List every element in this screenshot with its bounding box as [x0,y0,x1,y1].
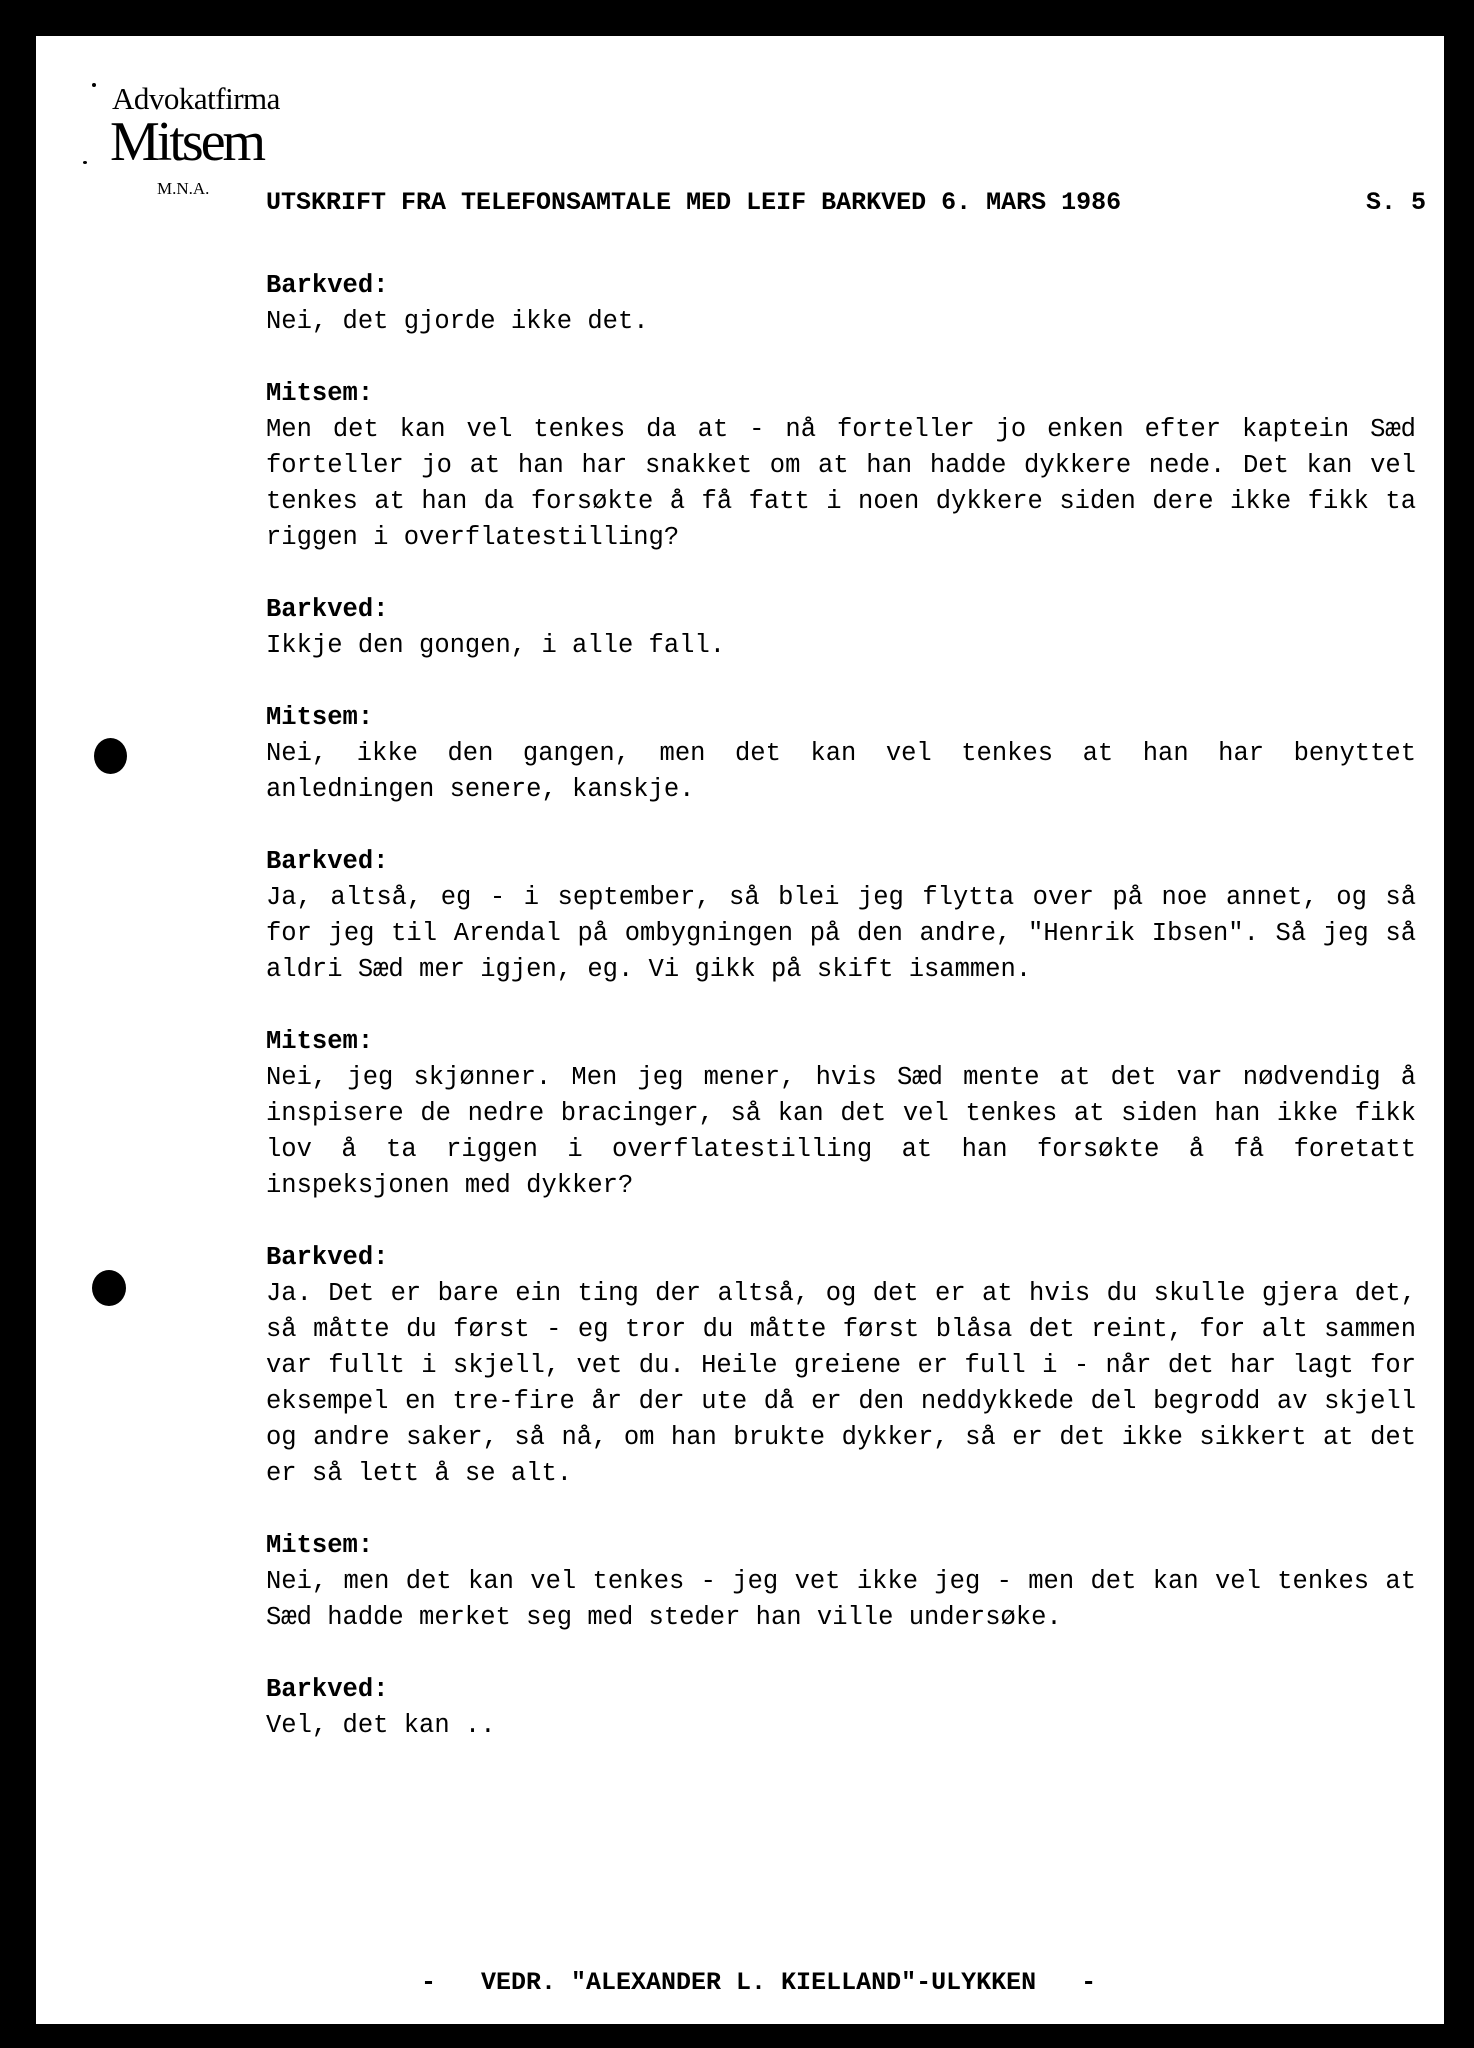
speaker-label: Barkved: [266,1675,389,1704]
dialogue-block [266,700,1416,808]
speech-text: Ja. Det er bare ein ting der altså, og det er at hvis du skulle gjera det, så måtte du først - eg tror du måtte først blåsa det reint, for alt sammen var fullt i skjell, vet du. Heile greiene er full i - når det har lagt for eksempel en tre-fire år der ute då er den neddykkede del begrodd av skjell og andre saker, så nå, om han brukte dykker, så er det ikke sikkert at det er så lett å se alt. [266,1279,1416,1488]
speaker-label: Mitsem: [266,703,374,732]
dialogue-block [266,844,1416,988]
speaker-label: Barkved: [266,271,389,300]
dialogue-block [266,1024,1416,1204]
dialogue-block [266,268,1416,340]
logo-suffix-text: M.N.A. [157,179,210,198]
speech-text: Nei, men det kan vel tenkes - jeg vet ikke jeg - men det kan vel tenkes at Sæd hadde merket seg med steder han ville undersøke. [266,1567,1416,1632]
speaker-label: Mitsem: [266,379,374,408]
speech-text: Nei, det gjorde ikke det. [266,307,649,336]
logo-dot-mark [92,83,96,87]
dialogue-block [266,592,1416,664]
dialogue-block [266,1672,1416,1744]
transcript-body [266,268,1416,1780]
dialogue-block [266,1240,1416,1492]
punch-hole-mark [92,1270,126,1306]
speaker-label: Mitsem: [266,1531,374,1560]
dialogue-block [266,1528,1416,1636]
page-footer: - VEDR. "ALEXANDER L. KIELLAND"-ULYKKEN - [421,1968,1097,1997]
dialogue-block [266,376,1416,556]
speech-text: Nei, jeg skjønner. Men jeg mener, hvis Sæd mente at det var nødvendig å inspisere de nedre bracinger, så kan det vel tenkes at siden han ikke fikk lov å ta riggen i overflatestilling at han forsøkte å få foretatt inspeksjonen med dykker? [266,1063,1416,1200]
punch-hole-mark [94,738,127,774]
speech-text: Men det kan vel tenkes da at - nå forteller jo enken efter kaptein Sæd forteller jo at han har snakket om at han hadde dykkere nede. Det kan vel tenkes at han da forsøkte å få fatt i noen dykkere siden dere ikke fikk ta riggen i overflatestilling? [266,415,1416,552]
speaker-label: Barkved: [266,1243,389,1272]
page-header [266,186,1426,220]
speaker-label: Barkved: [266,847,389,876]
speech-text: Nei, ikke den gangen, men det kan vel tenkes at han har benyttet anledningen senere, kanskje. [266,739,1416,804]
logo-name-text: Mitsem [110,111,264,173]
speech-text: Vel, det kan .. [266,1711,496,1740]
speech-text: Ja, altså, eg - i september, så blei jeg flytta over på noe annet, og så for jeg til Arendal på ombygningen på den andre, "Henrik Ibsen". Så jeg så aldri Sæd mer igjen, eg. Vi gikk på skift isammen. [266,883,1416,984]
speech-text: Ikkje den gongen, i alle fall. [266,631,726,660]
header-title: UTSKRIFT FRA TELEFONSAMTALE MED LEIF BARKVED 6. MARS 1986 [266,188,1122,217]
logo-firm-text: Advokatfirma [112,81,280,116]
speaker-label: Mitsem: [266,1027,374,1056]
document-page [36,36,1444,2024]
logo-dot-mark [83,161,87,164]
speaker-label: Barkved: [266,595,389,624]
page-number: S. 5 [1365,188,1426,217]
firm-logo [112,82,280,200]
